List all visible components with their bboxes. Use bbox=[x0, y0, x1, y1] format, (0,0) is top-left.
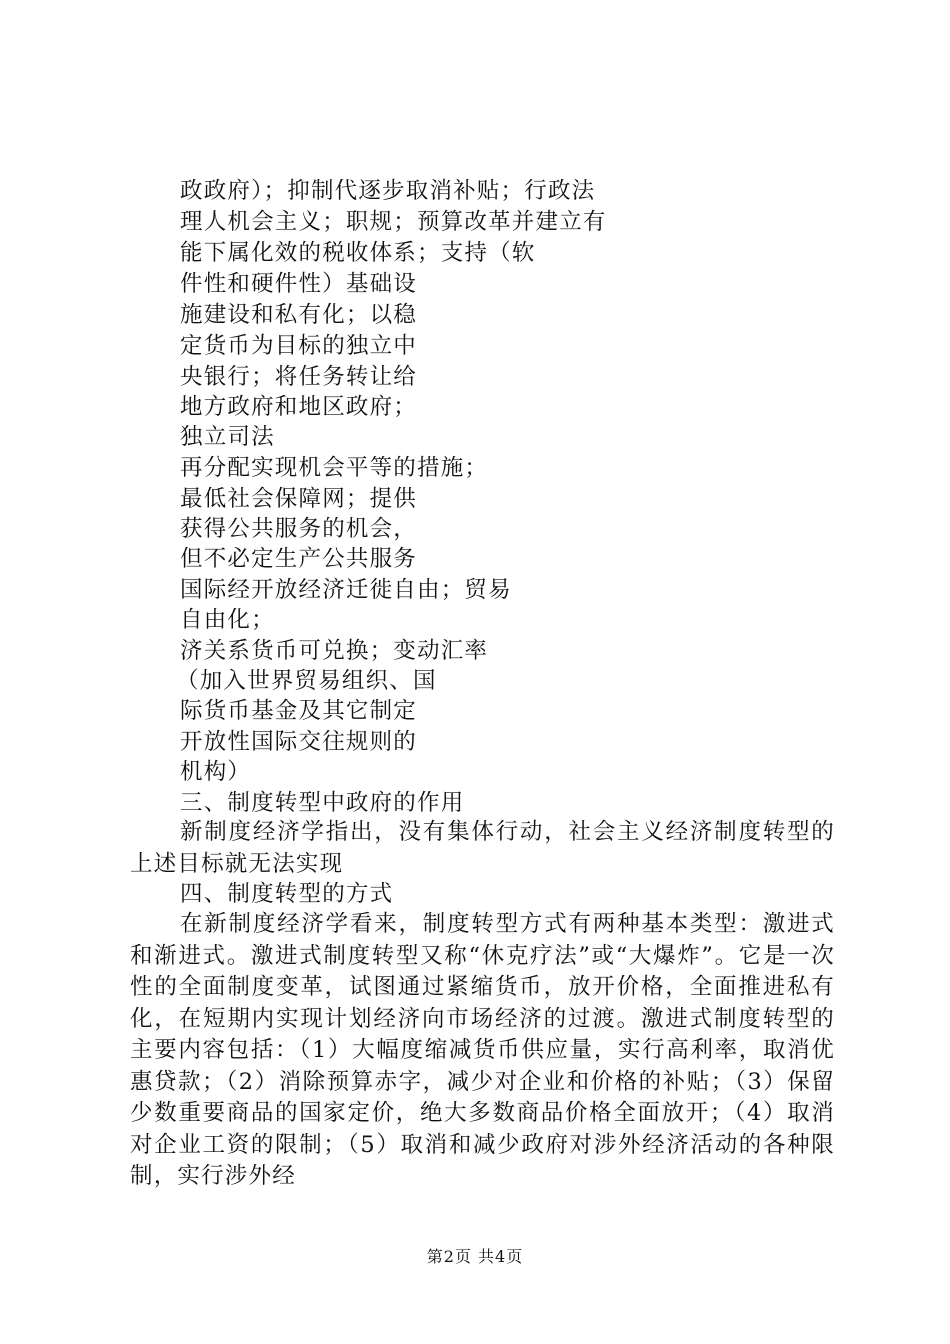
text-line: 但不必定生产公共服务 bbox=[180, 546, 418, 572]
text-line: 定货币为目标的独立中 bbox=[180, 333, 418, 359]
section-heading-3: 三、制度转型中政府的作用 bbox=[180, 790, 465, 816]
text-line: 再分配实现机会平等的措施； bbox=[180, 455, 489, 481]
text-line: 政政府）；抑制代逐步取消补贴；行政法 bbox=[180, 178, 596, 204]
text-line: （加入世界贸易组织、国 bbox=[176, 668, 437, 694]
text-line: 开放性国际交往规则的 bbox=[180, 729, 418, 755]
text-line: 际货币基金及其它制定 bbox=[180, 698, 418, 724]
section-heading-4: 四、制度转型的方式 bbox=[180, 881, 394, 907]
paragraph-2: 在新制度经济学看来，制度转型方式有两种基本类型：激进式和渐进式。激进式制度转型又称“休克疗法”或“大爆炸”。它是一次性的全面制度变革，试图通过紧缩货币，放开价格，全面推进私有化，在短期内实现计划经济向市场经济的过渡。激进式制度转型的主要内容包括：（1）大幅度缩减货币供应量，实行高利率，取消优惠贷款；（2）消除预算赤字，减少对企业和价格的补贴；（3）保留少数重要商品的国家定价，绝大多数商品价格全面放开；（4）取消对企业工资的限制；（5）取消和减少政府对涉外经济活动的各种限制，实行涉外经 bbox=[130, 911, 835, 1189]
text-line: 最低社会保障网；提供 bbox=[180, 486, 418, 512]
text-line: 施建设和私有化；以稳 bbox=[180, 302, 418, 328]
paragraph-1: 新制度经济学指出，没有集体行动，社会主义经济制度转型的上述目标就无法实现 bbox=[130, 819, 835, 877]
text-line: 央银行；将任务转让给 bbox=[180, 364, 418, 390]
text-line: 件性和硬件性）基础设 bbox=[180, 271, 418, 297]
page-footer: 第2页 共4页 bbox=[426, 1247, 524, 1266]
text-line: 地方政府和地区政府； bbox=[180, 394, 418, 420]
text-line: 获得公共服务的机会， bbox=[180, 516, 418, 542]
text-line: 独立司法 bbox=[180, 424, 275, 450]
text-line: 能下属化效的税收体系；支持（软 bbox=[180, 240, 536, 266]
text-line: 机构） bbox=[180, 759, 252, 785]
text-line: 理人机会主义；职规；预算改革并建立有 bbox=[180, 209, 607, 235]
text-line: 国际经开放经济迁徙自由；贸易 bbox=[180, 577, 512, 603]
text-line: 自由化； bbox=[180, 607, 275, 633]
text-line: 济关系货币可兑换；变动汇率 bbox=[180, 638, 489, 664]
